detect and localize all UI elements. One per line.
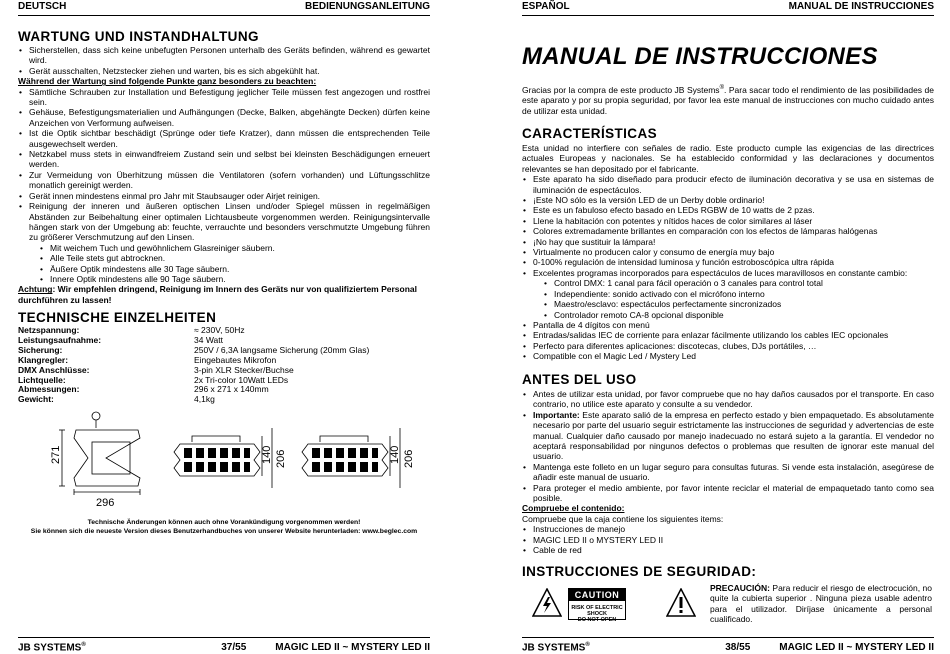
list-item: • Perfecto para diferentes aplicaciones: discotecas, clubes, DJs portátiles, … <box>522 341 934 351</box>
list-item: • Sämtliche Schrauben zur Installation und Befestigung jeglicher Teile müssen fest angezogen und rostfrei sein. <box>18 87 430 108</box>
list-item: • Innere Optik mindestens alle 90 Tage säubern. <box>40 274 430 284</box>
list-item: • Äußere Optik mindestens alle 30 Tage säubern. <box>40 264 430 274</box>
spec-value: 3-pin XLR Stecker/Buchse <box>194 364 294 375</box>
list-item: • Alle Teile stets gut abtrocknen. <box>40 253 430 263</box>
footer-brand: JB SYSTEMS® <box>18 642 86 654</box>
wartung-heading: WARTUNG UND INSTANDHALTUNG <box>18 29 259 44</box>
caracteristicas-list-1 <box>522 174 934 278</box>
achtung-label: Achtung <box>18 284 53 295</box>
left-footer <box>18 637 430 653</box>
dim-271: 271 <box>50 445 62 464</box>
spec-value: ≈ 230V, 50Hz <box>194 325 245 335</box>
list-item: • Control DMX: 1 canal para fácil operación o 3 canales para control total <box>544 278 934 288</box>
page-title: MANUAL DE INSTRUCCIONES <box>522 43 878 70</box>
wartung-section <box>18 45 430 305</box>
right-footer <box>522 637 934 653</box>
list-item: • Este aparato ha sido diseñado para producir efecto de iluminación decorativa y se usa en sistemas de iluminación de espectáculos. <box>522 174 934 195</box>
list-item: • Compatible con el Magic Led / Mystery Led <box>522 351 934 361</box>
caracteristicas-paragraph: Esta unidad no interfiere con señales de radio. Este producto cumple las exigencias de las directrices actuales Europeas y nacionales. Se ha establecido conformidad y las declaraciones y documentos relevantes se han depositado por el fabricante. <box>522 143 934 174</box>
list-item: • Zur Vermeidung von Überhitzung müssen die Ventilatoren (sofern vorhanden) und Lüftungsschlitze monatlich gereinigt werden. <box>18 170 430 191</box>
wartung-list-3 <box>40 243 430 285</box>
contents-subheading: Compruebe el contenido: <box>522 503 625 514</box>
dim-296: 296 <box>96 497 115 509</box>
caracteristicas-list-2 <box>544 278 934 320</box>
dimension-diagram <box>48 408 418 512</box>
spec-key: DMX Anschlüsse: <box>18 364 90 375</box>
spec-key: Klangregler: <box>18 354 69 365</box>
technical-note-line1: Technische Änderungen können auch ohne Vorankündigung vorgenommen werden! <box>87 519 361 526</box>
list-item: • Instrucciones de manejo <box>522 524 934 534</box>
list-item: • Netzkabel muss stets in einwandfreiem Zustand sein und selbst bei kleinsten Beschädigungen erneuert werden. <box>18 149 430 170</box>
wartung-subheading: Während der Wartung sind folgende Punkte ganz besonders zu beachten: <box>18 76 317 87</box>
spec-key: Sicherung: <box>18 344 63 355</box>
list-item: • Entradas/salidas IEC de corriente para enlazar fácilmente utilizando los cables IEC opcionales <box>522 330 934 340</box>
caution-title: CAUTION <box>569 589 625 601</box>
contents-intro: Compruebe que la caja contiene los siguientes items: <box>522 513 724 524</box>
list-item: • 0-100% regulación de intensidad luminosa y función estroboscópica ultra rápida <box>522 257 934 267</box>
caracteristicas-heading: CARACTERÍSTICAS <box>522 126 658 141</box>
spec-key: Leistungsaufnahme: <box>18 334 102 345</box>
caracteristicas-section <box>522 143 934 362</box>
antes-section <box>522 389 934 556</box>
list-item: • ¡No hay que sustituir la lámpara! <box>522 237 934 247</box>
list-item: • Reinigung der inneren und äußeren optischen Linsen und/oder Spiegel müssen in regelmäßigen Abständen zur Beibehaltung einer optimalen Lichtausbeute vorgenommen werden. Reinigungsintervalle hängen stark von der Umgebung ab: feuchte, verrauchte und besonders verschmutzte Umgebung führen zu größerer Verschmutzung auf den Linsen. <box>18 201 430 243</box>
spec-key: Abmessungen: <box>18 384 80 395</box>
spec-key: Lichtquelle: <box>18 374 66 385</box>
list-item: • Colores extremadamente brillantes en comparación con los efectos de lámparas halógenas <box>522 226 934 236</box>
exclamation-warning-icon <box>666 588 696 618</box>
list-item: • Sicherstellen, dass sich keine unbefugten Personen unterhalb des Geräts befinden, während es gewartet wird. <box>18 45 430 66</box>
antes-heading: ANTES DEL USO <box>522 372 637 387</box>
list-item: • Gehäuse, Befestigungsmaterialien und Aufhängungen (Decke, Balken, abgehängte Decken) dürfen keine Anzeichen von Verformung aufweisen. <box>18 107 430 128</box>
achtung-note <box>18 284 430 305</box>
list-item: • Llene la habitación con potentes y nítidos haces de color similares al láser <box>522 216 934 226</box>
intro-paragraph: Gracias por la compra de este producto JB Systems®. Para sacar todo el rendimiento de las posibilidades de este aparato y por su propia seguridad, por favor lea este manual de instrucciones con mucho cuidado antes de utilizar esta unidad. <box>522 84 934 116</box>
footer-page-number: 37/55 <box>221 642 247 653</box>
spec-value: 4,1kg <box>194 394 215 405</box>
caution-line2: DO NOT OPEN <box>577 617 617 623</box>
list-item: • Ist die Optik sichtbar beschädigt (Sprünge oder tiefe Kratzer), dann müssen die entsprechenden Teile ausgewechselt werden. <box>18 128 430 149</box>
list-item: • Controlador remoto CA-8 opcional disponible <box>544 310 934 320</box>
spec-key: Netzspannung: <box>18 325 80 335</box>
spec-value: 2x Tri-color 10Watt LEDs <box>194 374 289 385</box>
header-doc-title: MANUAL DE INSTRUCCIONES <box>788 1 934 12</box>
left-header <box>18 0 430 16</box>
list-item: • Cable de red <box>522 545 934 555</box>
wartung-list-1 <box>18 45 430 76</box>
list-item: • Maestro/esclavo: espectáculos perfectamente sincronizados <box>544 299 934 309</box>
list-item: • Gerät ausschalten, Netzstecker ziehen und warten, bis es sich abgekühlt hat. <box>18 66 430 76</box>
spec-key: Gewicht: <box>18 394 54 405</box>
dim-140-a: 140 <box>261 445 273 464</box>
list-item: • Gerät innen mindestens einmal pro Jahr mit Staubsauger oder Airjet reinigen. <box>18 191 430 201</box>
footer-model: MAGIC LED II ~ MYSTERY LED II <box>779 642 934 653</box>
technische-heading: TECHNISCHE EINZELHEITEN <box>18 310 217 325</box>
list-item: • Mit weichem Tuch und gewöhnlichem Glasreiniger säubern. <box>40 243 430 253</box>
spec-table <box>18 326 430 405</box>
dim-206-b: 206 <box>403 449 415 468</box>
spec-value: 34 Watt <box>194 334 223 345</box>
spec-value: 296 x 271 x 140mm <box>194 384 269 395</box>
list-item: • Antes de utilizar esta unidad, por favor compruebe que no hay daños causados por el transporte. En caso contrario, no utilice este aparato y consulte a su vendedor. <box>522 389 934 410</box>
precaution-text: PRECAUCIÓN: Para reducir el riesgo de electrocución, no quite la cubierta superior . Ninguna pieza usable adentro para el utilizador. Diríjase únicamente a personal cualificado. <box>710 583 932 625</box>
electric-shock-warning-icon <box>532 588 562 618</box>
list-item: • Importante: Este aparato salió de la empresa en perfecto estado y bien empaquetado. Es absolutamente necesario por parte del usuario seguir estrictamente las instrucciones de seguridad y advertencias de este manual. Cualquier daño causado por manejo inadecuado no estará sujeto a la garantía. El vendedor no aceptará responsabilidad por ningunos defectos o problemas que resulten de ignorar este manual del usuario. <box>522 410 934 462</box>
footer-page-number: 38/55 <box>725 642 751 653</box>
caracteristicas-list-3 <box>522 320 934 362</box>
list-item: • Pantalla de 4 dígitos con menú <box>522 320 934 330</box>
right-header <box>522 0 934 16</box>
contents-list <box>522 524 934 555</box>
right-page <box>522 0 934 654</box>
dim-206-a: 206 <box>275 449 287 468</box>
header-language: ESPAÑOL <box>522 1 570 12</box>
list-item: • Para proteger el medio ambiente, por favor intente reciclar el material de empaquetado tanto como sea posible. <box>522 483 934 504</box>
technical-note-line2: Sie können sich die neueste Version dieses Benutzerhandbuches von unserer Website herunterladen: www.beglec.com <box>30 527 418 535</box>
technical-note <box>18 519 430 536</box>
caution-label <box>568 588 626 623</box>
seguridad-heading: INSTRUCCIONES DE SEGURIDAD: <box>522 564 757 579</box>
list-item: • MAGIC LED II o MYSTERY LED II <box>522 535 934 545</box>
dim-140-b: 140 <box>389 445 401 464</box>
list-item: • ¡Este NO sólo es la versión LED de un Derby doble ordinario! <box>522 195 934 205</box>
list-item: • Independiente: sonido activado con el micrófono interno <box>544 289 934 299</box>
left-page <box>18 0 430 654</box>
footer-brand: JB SYSTEMS® <box>522 642 590 654</box>
spec-value: Eingebautes Mikrofon <box>194 354 277 365</box>
spec-value: 250V / 6,3A langsame Sicherung (20mm Glas) <box>194 344 370 355</box>
header-doc-title: BEDIENUNGSANLEITUNG <box>304 1 430 12</box>
achtung-text: : Wir empfehlen dringend, Reinigung im Innern des Geräts nur von qualifiziertem Personal durchführen zu lassen! <box>18 284 418 305</box>
wartung-list-2 <box>18 87 430 243</box>
list-item: • Excelentes programas incorporados para espectáculos de luces maravillosos en constante cambio: <box>522 268 934 278</box>
list-item: • Mantenga este folleto en un lugar seguro para consultas futuras. Si vende esta instalación, asegúrese de añadir este manual de usuario. <box>522 462 934 483</box>
footer-model: MAGIC LED II ~ MYSTERY LED II <box>275 642 430 653</box>
header-language: DEUTSCH <box>18 1 67 12</box>
antes-list <box>522 389 934 503</box>
list-item: • Virtualmente no producen calor y consumo de energía muy bajo <box>522 247 934 257</box>
list-item: • Este es un fabuloso efecto basado en LEDs RGBW de 10 watts de 2 pzas. <box>522 205 934 215</box>
caution-line1: RISK OF ELECTRIC SHOCK <box>571 605 623 617</box>
